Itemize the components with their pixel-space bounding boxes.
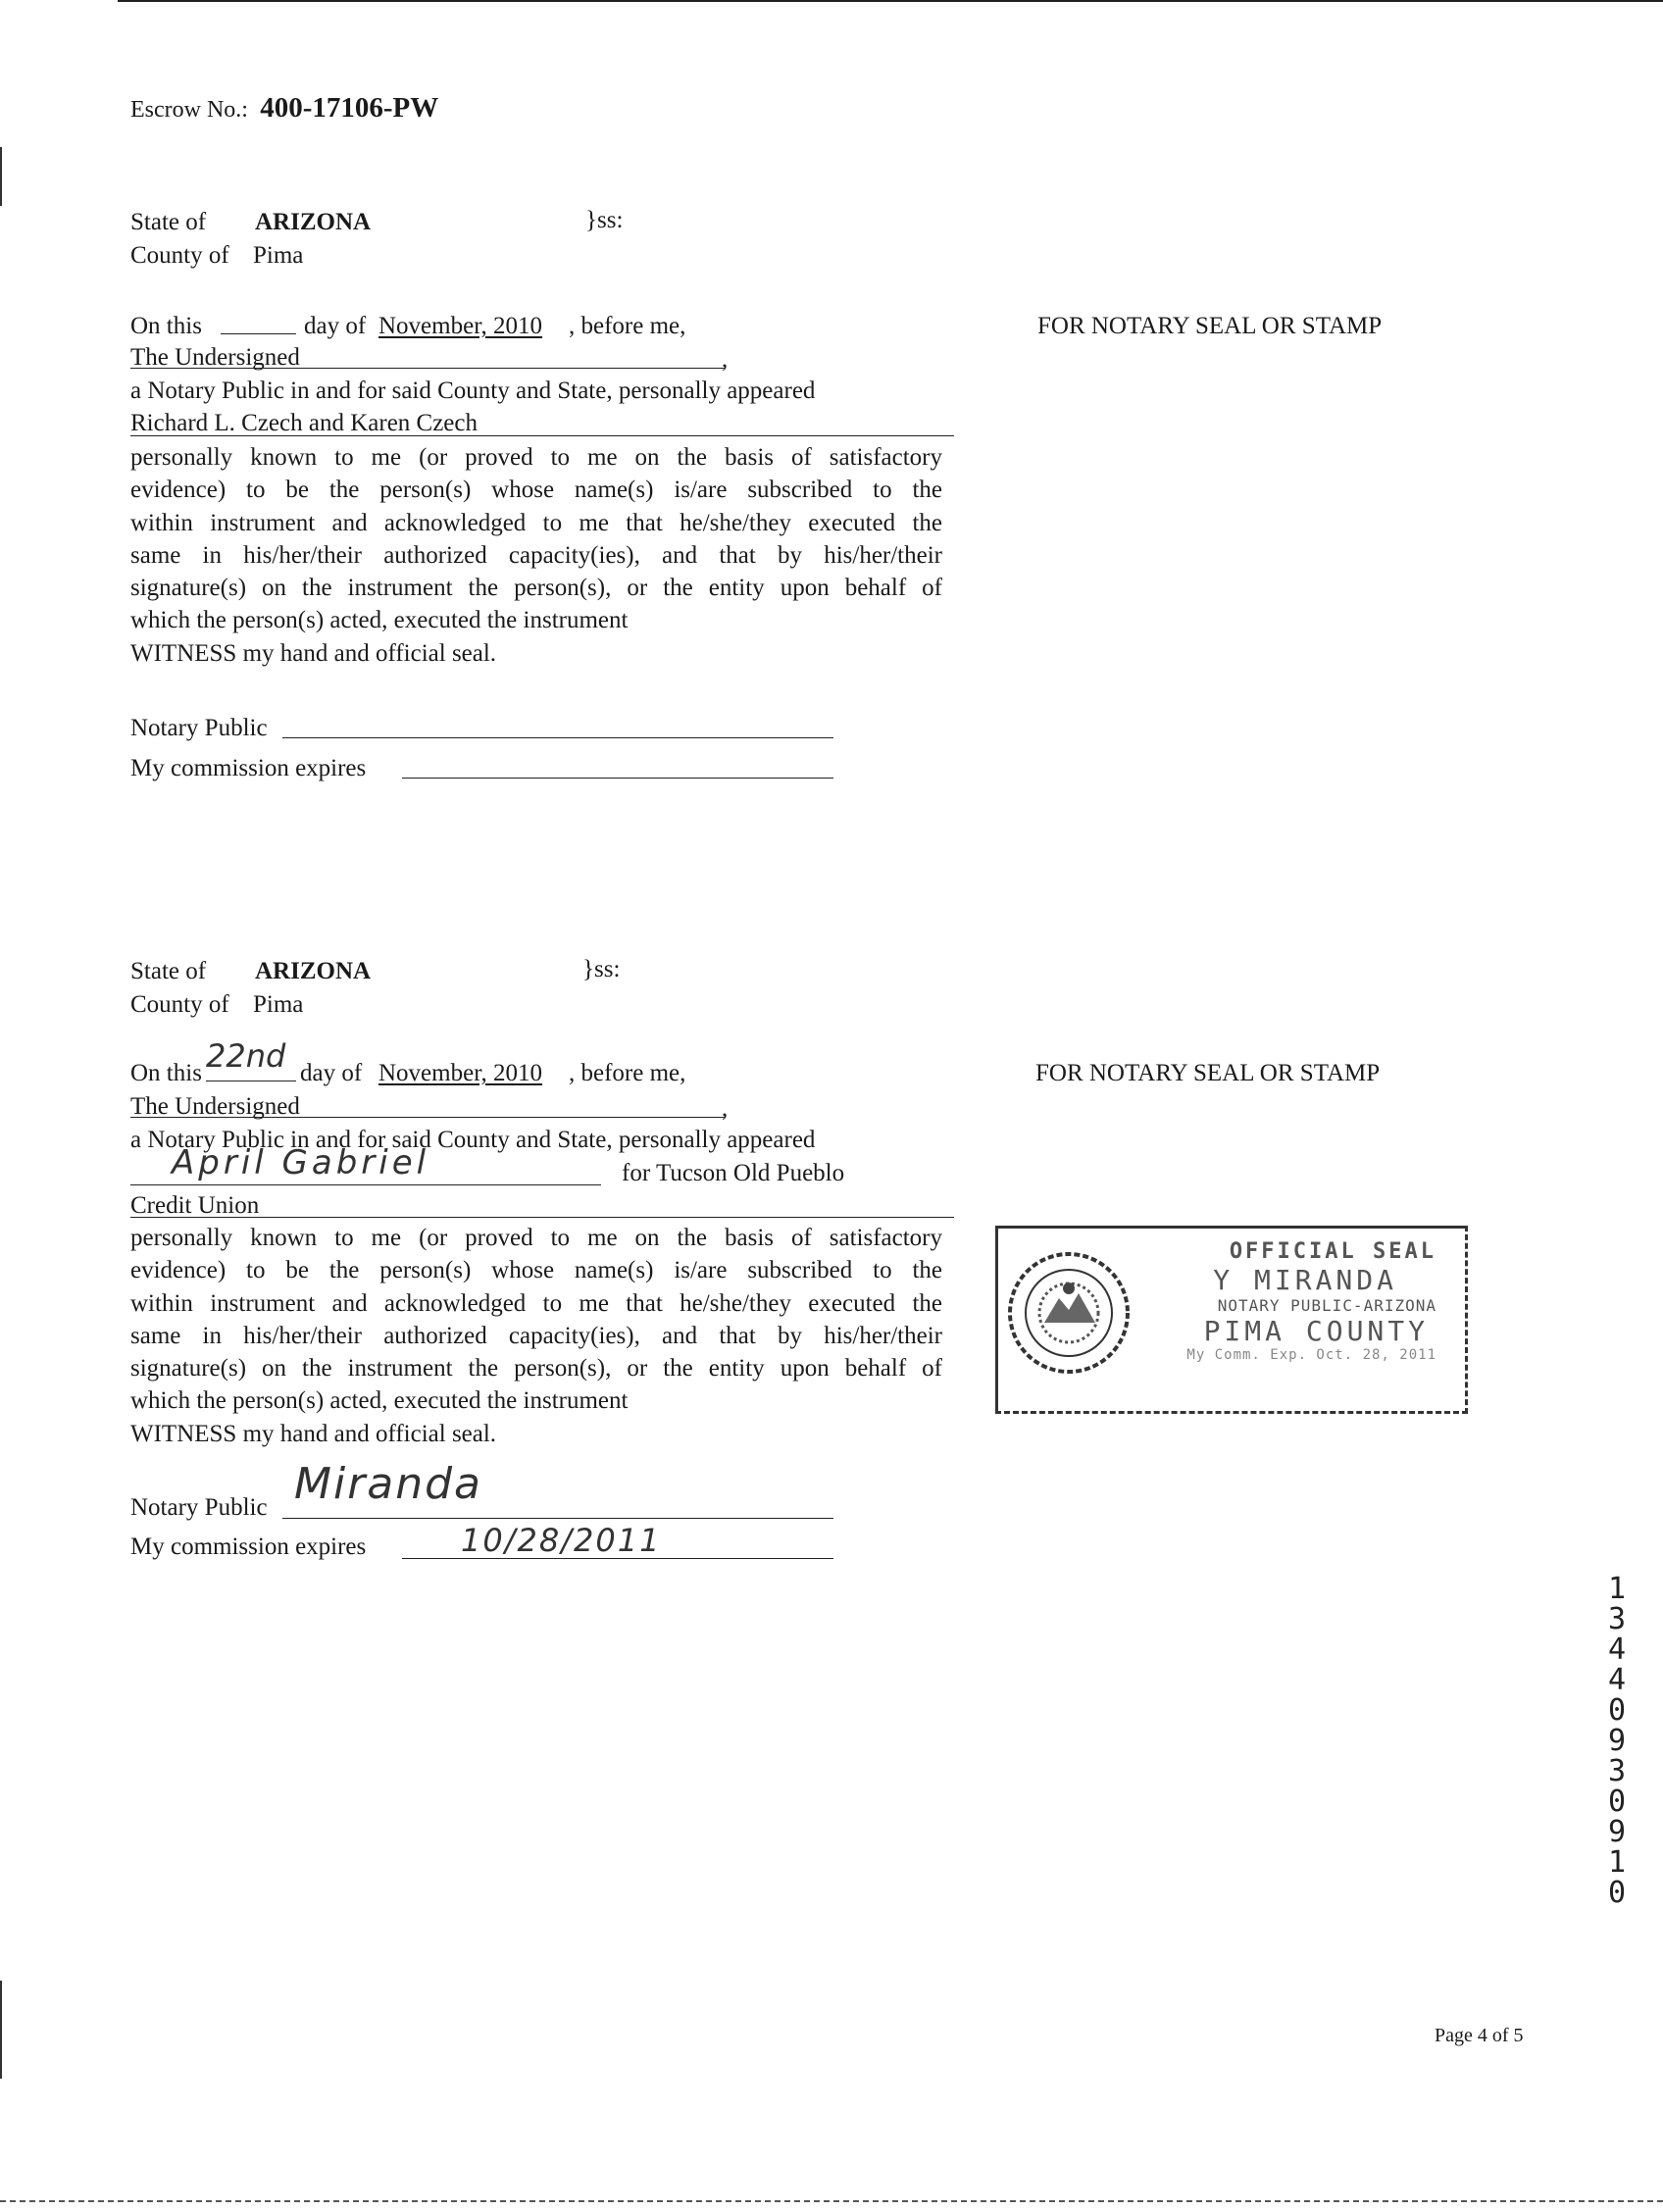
block1-appeared: Richard L. Czech and Karen Czech [130, 410, 479, 436]
block2-body-row: evidence) to be the person(s) whose name(s) is/are subscribed to the [130, 1257, 942, 1284]
block2-commission-value: 10/28/2011 [461, 1522, 662, 1559]
block1-county-label: County of [130, 242, 229, 269]
block2-body-row: personally known to me (or proved to me on the basis of satisfactory [130, 1225, 942, 1251]
block2-appeared-suffix: for Tucson Old Pueblo [622, 1160, 845, 1186]
block2-appeared-line[interactable] [130, 1184, 601, 1185]
block1-body-row: which the person(s) acted, executed the instrument [130, 607, 629, 634]
block2-notary-signature: Miranda [294, 1459, 483, 1509]
block2-body-row: signature(s) on the instrument the person(s), or the entity upon behalf of [130, 1355, 942, 1382]
block2-body-row: which the person(s) acted, executed the instrument [130, 1387, 629, 1415]
block1-before-me: , before me, [569, 313, 686, 339]
block1-day-blank[interactable] [221, 333, 296, 334]
block2-day-of: day of [300, 1060, 363, 1086]
block2-state: ARIZONA [255, 958, 372, 984]
block1-undersigned-comma: , [722, 346, 729, 373]
block1-notary-public-label: Notary Public [130, 715, 268, 741]
block1-state: ARIZONA [255, 209, 372, 235]
block1-body-row: signature(s) on the instrument the person(s), or the entity upon behalf of [130, 575, 942, 602]
block1-body [130, 441, 942, 637]
block1-on-this: On this [130, 313, 202, 339]
block1-commission-label: My commission expires [130, 755, 367, 781]
block1-county: Pima [253, 242, 304, 269]
block1-state-label: State of [130, 209, 207, 235]
block1-month-year: November, 2010 [378, 313, 543, 339]
block2-appeared-cont-line [130, 1217, 954, 1218]
block1-body-row: evidence) to be the person(s) whose name(s) is/are subscribed to the [130, 477, 942, 504]
block2-ss: }ss: [582, 956, 621, 982]
block2-month-year: November, 2010 [378, 1060, 543, 1086]
block2-undersigned: The Undersigned [130, 1093, 300, 1120]
scan-left-edge [0, 147, 2, 206]
notary-stamp [995, 1226, 1466, 1412]
stamp-line5: My Comm. Exp. Oct. 28, 2011 [1186, 1347, 1436, 1363]
scan-bottom-border [0, 2200, 1663, 2202]
block2-body-row: within instrument and acknowledged to me that he/she/they executed the [130, 1289, 942, 1317]
block1-undersigned: The Undersigned [130, 344, 300, 371]
escrow-label: Escrow No.: [130, 97, 248, 123]
block2-state-label: State of [130, 958, 207, 984]
side-recording-number: 13440930910 [1607, 1572, 1627, 1910]
block1-undersigned-line [130, 368, 725, 369]
block2-witness: WITNESS my hand and official seal. [130, 1421, 497, 1447]
block1-notary-line: a Notary Public in and for said County and State, personally appeared [130, 377, 816, 404]
block1-ss: }ss: [585, 207, 624, 233]
block2-on-this: On this [130, 1060, 202, 1086]
block2-body [130, 1222, 942, 1418]
block2-notary-line: a Notary Public in and for said County and State, personally appeared [130, 1127, 816, 1153]
block1-body-row: personally known to me (or proved to me on the basis of satisfactory [130, 444, 942, 471]
stamp-line3: NOTARY PUBLIC-ARIZONA [1217, 1296, 1436, 1315]
escrow-header [130, 92, 438, 126]
block2-commission-line[interactable] [402, 1558, 833, 1559]
block1-seal-label: FOR NOTARY SEAL OR STAMP [1037, 313, 1383, 339]
block2-appeared-cont: Credit Union [130, 1192, 260, 1219]
block2-seal-label: FOR NOTARY SEAL OR STAMP [1035, 1060, 1381, 1086]
block1-witness: WITNESS my hand and official seal. [130, 640, 497, 667]
escrow-number: 400-17106-PW [260, 92, 439, 124]
block2-county: Pima [253, 991, 304, 1018]
block1-appeared-line [130, 435, 954, 436]
block1-notary-signature-line[interactable] [282, 737, 833, 738]
stamp-line2: Y MIRANDA [1213, 1264, 1397, 1296]
block2-notary-public-label: Notary Public [130, 1494, 268, 1521]
block2-appeared-name: April Gabriel [172, 1143, 430, 1182]
block2-county-label: County of [130, 991, 229, 1018]
block2-day-value: 22nd [206, 1037, 286, 1075]
block2-commission-label: My commission expires [130, 1533, 367, 1560]
block1-body-row: within instrument and acknowledged to me that he/she/they executed the [130, 509, 942, 536]
block2-undersigned-comma: , [722, 1095, 729, 1122]
block1-day-of: day of [304, 313, 367, 339]
stamp-line4: PIMA COUNTY [1203, 1315, 1429, 1347]
block2-body-row: same in his/her/their authorized capacity(ies), and that by his/her/their [130, 1322, 942, 1349]
block2-notary-signature-line[interactable] [282, 1518, 833, 1519]
block2-before-me: , before me, [569, 1060, 686, 1086]
scan-left-edge-lower [0, 1981, 2, 2079]
block2-undersigned-line [130, 1117, 725, 1118]
page-number: Page 4 of 5 [1435, 2025, 1524, 2046]
block1-body-row: same in his/her/their authorized capacity(ies), and that by his/her/their [130, 541, 942, 569]
scan-top-border [118, 0, 1663, 2]
block1-commission-line[interactable] [402, 778, 833, 779]
stamp-line1: OFFICIAL SEAL [1229, 1239, 1436, 1264]
